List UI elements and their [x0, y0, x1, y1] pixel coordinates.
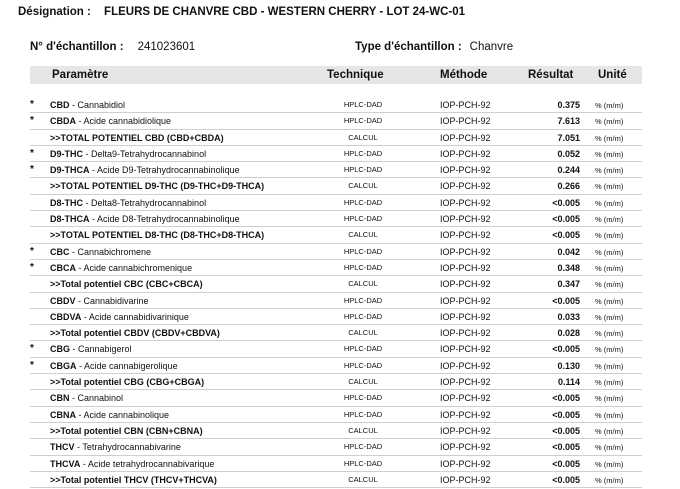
parameter-code: CBNA: [50, 409, 76, 420]
parameter-name: - Acide cannabidivarinique: [81, 311, 189, 322]
technique-cell: HPLC-DAD: [343, 246, 383, 256]
parameter-cell: [50, 344, 132, 354]
table-row: [30, 113, 642, 129]
parameter-cell: [50, 377, 204, 387]
parameter-cell: [50, 312, 189, 322]
sample-type-label: Type d'échantillon :: [355, 41, 462, 53]
resultat-cell: 0.266: [557, 181, 580, 192]
parameter-name: - Acide tetrahydrocannabivarique: [80, 458, 215, 469]
sample-number-value: 241023601: [137, 41, 196, 53]
technique-cell: HPLC-DAD: [343, 311, 383, 321]
parameter-code: D8-THCA: [50, 214, 90, 225]
parameter-cell: [50, 328, 220, 338]
parameter-code: CBN: [50, 393, 70, 404]
methode-cell: IOP-PCH-92: [440, 230, 491, 241]
technique-cell: HPLC-DAD: [343, 360, 383, 370]
table-row: [30, 162, 642, 178]
header-technique: Technique: [327, 69, 384, 81]
technique-cell: CALCUL: [348, 377, 378, 387]
parameter-code: >>Total potentiel CBG (CBG+CBGA): [50, 377, 205, 388]
unite-cell: % (m/m): [595, 215, 624, 225]
parameter-cell: [50, 181, 264, 191]
designation-value: FLEURS DE CHANVRE CBD - WESTERN CHERRY - LOT 24-WC-01: [104, 6, 466, 18]
resultat-cell: 0.114: [557, 377, 580, 388]
parameter-code: >>TOTAL POTENTIEL D8-THC (D8-THC+D8-THCA): [50, 230, 265, 241]
methode-cell: IOP-PCH-92: [440, 279, 491, 290]
table-row: [30, 423, 642, 439]
header-resultat: Résultat: [528, 69, 574, 81]
technique-cell: HPLC-DAD: [343, 197, 383, 207]
parameter-name: - Delta8-Tetrahydrocannabinol: [83, 197, 207, 208]
cannabinoid-marker: *: [30, 245, 34, 257]
parameter-cell: [50, 165, 240, 175]
resultat-cell: <0.005: [552, 214, 580, 225]
technique-cell: HPLC-DAD: [343, 295, 383, 305]
resultat-cell: <0.005: [552, 230, 580, 241]
parameter-cell: [50, 361, 178, 371]
parameter-name: - Acide cannabidiolique: [76, 116, 172, 127]
methode-cell: IOP-PCH-92: [440, 262, 491, 273]
unite-cell: % (m/m): [595, 149, 624, 159]
parameter-cell: [50, 100, 125, 110]
unite-cell: % (m/m): [595, 198, 624, 208]
resultat-cell: <0.005: [552, 409, 580, 420]
cannabinoid-marker: *: [30, 164, 34, 176]
table-row: [30, 260, 642, 276]
table-header: [30, 66, 642, 84]
parameter-cell: [50, 426, 203, 436]
unite-cell: % (m/m): [595, 394, 624, 404]
resultat-cell: <0.005: [552, 344, 580, 355]
parameter-cell: [50, 133, 224, 143]
sample-number-label: N° d'échantillon :: [30, 41, 124, 53]
methode-cell: IOP-PCH-92: [440, 165, 491, 176]
table-row: [30, 195, 642, 211]
parameter-code: D9-THC: [50, 148, 83, 159]
methode-cell: IOP-PCH-92: [440, 132, 491, 143]
cannabinoid-marker: *: [30, 99, 34, 110]
sample-type-value: Chanvre: [469, 41, 514, 53]
unite-cell: % (m/m): [595, 475, 624, 485]
cannabinoid-marker: *: [30, 359, 34, 371]
technique-cell: CALCUL: [348, 230, 378, 240]
methode-cell: IOP-PCH-92: [440, 344, 491, 355]
table-row: [30, 374, 642, 390]
parameter-code: >>Total potentiel CBC (CBC+CBCA): [50, 279, 203, 290]
methode-cell: IOP-PCH-92: [440, 328, 491, 339]
parameter-code: CBG: [50, 344, 70, 355]
parameter-cell: [50, 296, 149, 306]
methode-cell: IOP-PCH-92: [440, 181, 491, 192]
unite-cell: % (m/m): [595, 443, 624, 453]
cannabinoid-marker: *: [30, 115, 34, 127]
resultat-cell: 0.028: [557, 328, 580, 339]
parameter-code: D9-THCA: [50, 165, 90, 176]
unite-cell: % (m/m): [595, 378, 624, 388]
parameter-name: - Cannabichromene: [69, 246, 152, 257]
parameter-name: - Acide cannabinolique: [76, 409, 170, 420]
results-table: [30, 97, 642, 488]
technique-cell: HPLC-DAD: [343, 148, 383, 158]
unite-cell: % (m/m): [595, 329, 624, 339]
unite-cell: % (m/m): [595, 231, 624, 241]
cannabinoid-marker: *: [30, 147, 34, 159]
header-unite: Unité: [598, 69, 627, 81]
methode-cell: IOP-PCH-92: [440, 458, 491, 469]
parameter-code: CBGA: [50, 360, 77, 371]
table-row: [30, 358, 642, 374]
methode-cell: IOP-PCH-92: [440, 474, 491, 485]
unite-cell: % (m/m): [595, 345, 624, 355]
methode-cell: IOP-PCH-92: [440, 100, 491, 110]
parameter-cell: [50, 475, 217, 485]
unite-cell: % (m/m): [595, 312, 624, 322]
technique-cell: HPLC-DAD: [343, 409, 383, 419]
parameter-name: - Acide D8-Tetrahydrocannabinolique: [89, 214, 240, 225]
table-row: [30, 130, 642, 146]
parameter-name: - Cannabigerol: [70, 344, 132, 355]
unite-cell: % (m/m): [595, 166, 624, 176]
parameter-code: THCVA: [50, 458, 81, 469]
parameter-name: - Acide D9-Tetrahydrocannabinolique: [89, 165, 240, 176]
cannabinoid-marker: *: [30, 261, 34, 273]
methode-cell: IOP-PCH-92: [440, 360, 491, 371]
resultat-cell: 7.613: [557, 116, 580, 127]
technique-cell: HPLC-DAD: [343, 100, 383, 109]
parameter-code: CBCA: [50, 262, 76, 273]
unite-cell: % (m/m): [595, 263, 624, 273]
methode-cell: IOP-PCH-92: [440, 377, 491, 388]
parameter-code: >>TOTAL POTENTIEL CBD (CBD+CBDA): [50, 132, 224, 143]
unite-cell: % (m/m): [595, 410, 624, 420]
methode-cell: IOP-PCH-92: [440, 393, 491, 404]
unite-cell: % (m/m): [595, 133, 624, 143]
parameter-name: - Cannabidivarine: [75, 295, 149, 306]
unite-cell: % (m/m): [595, 296, 624, 306]
methode-cell: IOP-PCH-92: [440, 197, 491, 208]
parameter-cell: [50, 230, 264, 240]
resultat-cell: 0.347: [557, 279, 580, 290]
parameter-code: CBC: [50, 246, 70, 257]
parameter-code: THCV: [50, 442, 75, 453]
parameter-code: >>Total potentiel CBN (CBN+CBNA): [50, 425, 203, 436]
technique-cell: CALCUL: [348, 425, 378, 435]
methode-cell: IOP-PCH-92: [440, 246, 491, 257]
technique-cell: CALCUL: [348, 279, 378, 289]
cannabinoid-marker: *: [30, 343, 34, 355]
parameter-name: - Tetrahydrocannabivarine: [74, 442, 181, 453]
methode-cell: IOP-PCH-92: [440, 295, 491, 306]
parameter-name: - Cannabidiol: [69, 100, 126, 110]
parameter-name: - Acide cannabichromenique: [76, 262, 193, 273]
methode-cell: IOP-PCH-92: [440, 214, 491, 225]
table-row: [30, 178, 642, 194]
table-row: [30, 439, 642, 455]
table-row: [30, 472, 642, 488]
resultat-cell: <0.005: [552, 474, 580, 485]
header-methode: Méthode: [440, 69, 488, 81]
unite-cell: % (m/m): [595, 426, 624, 436]
resultat-cell: <0.005: [552, 425, 580, 436]
unite-cell: % (m/m): [595, 101, 624, 110]
resultat-cell: <0.005: [552, 393, 580, 404]
unite-cell: % (m/m): [595, 361, 624, 371]
parameter-code: CBDV: [50, 295, 76, 306]
table-row: [30, 341, 642, 357]
table-row: [30, 97, 642, 113]
resultat-cell: 0.042: [557, 246, 580, 257]
resultat-cell: 0.033: [557, 311, 580, 322]
designation-label: Désignation :: [18, 6, 91, 18]
parameter-code: >>TOTAL POTENTIEL D9-THC (D9-THC+D9-THCA): [50, 181, 265, 192]
designation-line: [18, 6, 465, 18]
resultat-cell: 0.375: [557, 100, 580, 110]
header-parametre: Paramètre: [52, 69, 109, 81]
parameter-code: CBDVA: [50, 311, 82, 322]
technique-cell: HPLC-DAD: [343, 344, 383, 354]
sample-type: [355, 41, 513, 53]
methode-cell: IOP-PCH-92: [440, 409, 491, 420]
parameter-code: >>Total potentiel CBDV (CBDV+CBDVA): [50, 328, 220, 339]
resultat-cell: <0.005: [552, 197, 580, 208]
parameter-code: CBD: [50, 100, 70, 110]
technique-cell: HPLC-DAD: [343, 458, 383, 468]
unite-cell: % (m/m): [595, 117, 624, 127]
methode-cell: IOP-PCH-92: [440, 442, 491, 453]
parameter-cell: [50, 263, 192, 273]
table-row: [30, 227, 642, 243]
sample-info: [30, 41, 650, 53]
table-row: [30, 325, 642, 341]
parameter-cell: [50, 442, 181, 452]
parameter-name: - Acide cannabigerolique: [76, 360, 178, 371]
parameter-cell: [50, 393, 123, 403]
parameter-cell: [50, 459, 214, 469]
table-row: [30, 146, 642, 162]
technique-cell: HPLC-DAD: [343, 214, 383, 224]
parameter-cell: [50, 149, 206, 159]
table-row: [30, 293, 642, 309]
technique-cell: HPLC-DAD: [343, 165, 383, 175]
parameter-cell: [50, 279, 203, 289]
technique-cell: HPLC-DAD: [343, 116, 383, 126]
table-row: [30, 244, 642, 260]
methode-cell: IOP-PCH-92: [440, 425, 491, 436]
resultat-cell: 0.348: [557, 262, 580, 273]
parameter-cell: [50, 410, 169, 420]
parameter-cell: [50, 247, 151, 257]
technique-cell: HPLC-DAD: [343, 442, 383, 452]
table-row: [30, 309, 642, 325]
technique-cell: CALCUL: [348, 132, 378, 142]
parameter-code: CBDA: [50, 116, 76, 127]
resultat-cell: 7.051: [557, 132, 580, 143]
resultat-cell: <0.005: [552, 295, 580, 306]
parameter-code: >>Total potentiel THCV (THCV+THCVA): [50, 474, 217, 485]
parameter-name: - Cannabinol: [69, 393, 124, 404]
resultat-cell: <0.005: [552, 442, 580, 453]
technique-cell: CALCUL: [348, 474, 378, 484]
table-row: [30, 456, 642, 472]
resultat-cell: 0.244: [557, 165, 580, 176]
technique-cell: CALCUL: [348, 328, 378, 338]
resultat-cell: 0.130: [557, 360, 580, 371]
technique-cell: HPLC-DAD: [343, 393, 383, 403]
resultat-cell: 0.052: [557, 148, 580, 159]
table-row: [30, 407, 642, 423]
methode-cell: IOP-PCH-92: [440, 148, 491, 159]
parameter-cell: [50, 116, 171, 126]
unite-cell: % (m/m): [595, 459, 624, 469]
parameter-name: - Delta9-Tetrahydrocannabinol: [83, 148, 207, 159]
parameter-code: D8-THC: [50, 197, 83, 208]
technique-cell: CALCUL: [348, 181, 378, 191]
parameter-cell: [50, 198, 206, 208]
table-row: [30, 276, 642, 292]
parameter-cell: [50, 214, 240, 224]
table-row: [30, 211, 642, 227]
methode-cell: IOP-PCH-92: [440, 116, 491, 127]
resultat-cell: <0.005: [552, 458, 580, 469]
technique-cell: HPLC-DAD: [343, 262, 383, 272]
unite-cell: % (m/m): [595, 247, 624, 257]
unite-cell: % (m/m): [595, 182, 624, 192]
methode-cell: IOP-PCH-92: [440, 311, 491, 322]
table-row: [30, 390, 642, 406]
unite-cell: % (m/m): [595, 280, 624, 290]
